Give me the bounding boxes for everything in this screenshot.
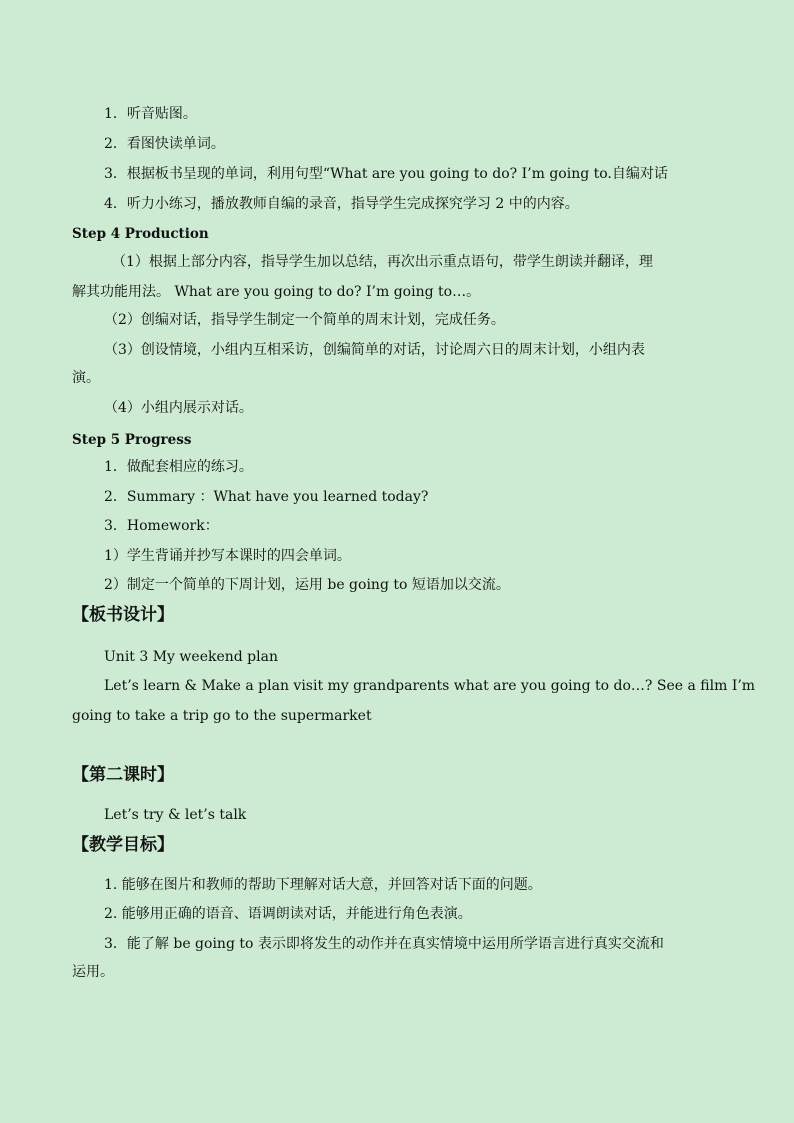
step3-item-3: 3．根据板书呈现的单词，利用句型“What are you going to do? I’m going to.自编对话: [104, 166, 668, 182]
board-line-1: Unit 3 My weekend plan: [104, 649, 278, 665]
step4-heading: Step 4 Production: [72, 226, 209, 242]
step5-item-1: 1．做配套相应的练习。: [104, 459, 253, 475]
step4-p1-line2: 解其功能用法。 What are you going to do? I’m going to…。: [72, 284, 481, 300]
lesson2-heading: 【第二课时】: [72, 765, 174, 785]
board-line-2: Let’s learn & Make a plan visit my grandparents what are you going to do…? See a film I’m: [104, 678, 756, 694]
step4-p3-line2: 演。: [72, 370, 100, 386]
board-design-heading: 【板书设计】: [72, 605, 174, 625]
lesson2-subtitle: Let’s try & let’s talk: [104, 807, 247, 823]
step5-item-5: 2）制定一个简单的下周计划，运用 be going to 短语加以交流。: [104, 577, 510, 593]
teaching-goals-heading: 【教学目标】: [72, 835, 174, 855]
step3-item-1: 1．听音贴图。: [104, 106, 197, 122]
board-line-3: going to take a trip go to the supermarket: [72, 708, 372, 724]
goal-item-3-line1: 3．能了解 be going to 表示即将发生的动作并在真实情境中运用所学语言进行真实交流和: [104, 936, 664, 952]
step3-item-4: 4．听力小练习，播放教师自编的录音，指导学生完成探究学习 2 中的内容。: [104, 196, 579, 212]
step4-p2: （2）创编对话，指导学生制定一个简单的周末计划，完成任务。: [104, 312, 505, 328]
goal-item-2: 2. 能够用正确的语音、语调朗读对话，并能进行角色表演。: [104, 906, 472, 922]
step4-p4: （4）小组内展示对话。: [104, 400, 253, 416]
step3-item-2: 2．看图快读单词。: [104, 136, 225, 152]
step4-p1-line1: （1）根据上部分内容，指导学生加以总结，再次出示重点语句，带学生朗读并翻译，理: [112, 254, 653, 270]
step5-item-3: 3．Homework：: [104, 518, 219, 534]
step5-item-2: 2．Summary ：What have you learned today?: [104, 489, 429, 505]
goal-item-1: 1. 能够在图片和教师的帮助下理解对话大意，并回答对话下面的问题。: [104, 877, 542, 893]
step5-heading: Step 5 Progress: [72, 432, 192, 448]
step5-item-4: 1）学生背诵并抄写本课时的四会单词。: [104, 548, 351, 564]
step4-p3-line1: （3）创设情境，小组内互相采访，创编简单的对话，讨论周六日的周末计划，小组内表: [104, 342, 645, 358]
goal-item-3-line2: 运用。: [72, 964, 114, 980]
